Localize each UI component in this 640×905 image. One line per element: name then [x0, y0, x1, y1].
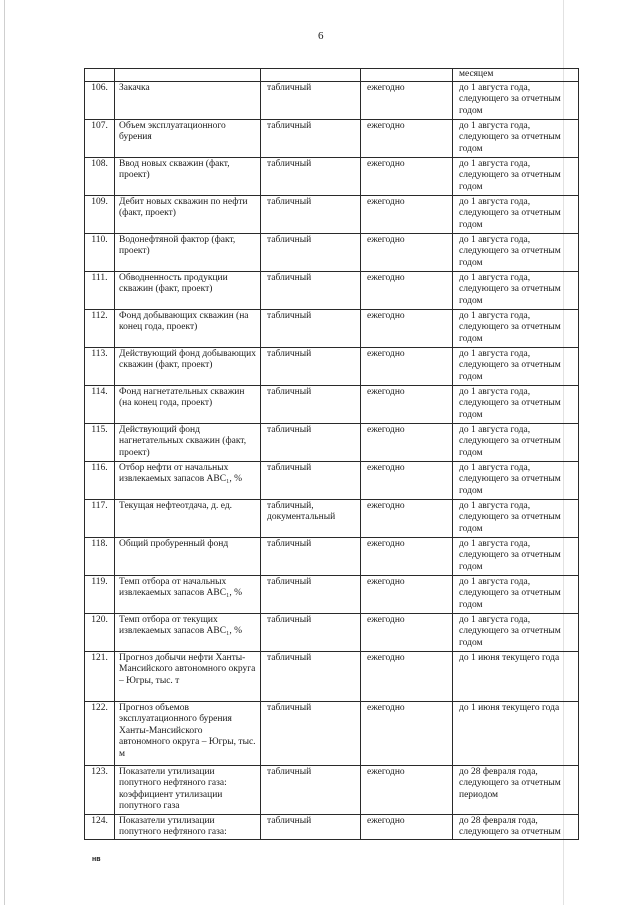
cell-type: табличный	[261, 195, 361, 233]
cell-term: месяцем	[453, 69, 579, 82]
cell-type: табличный	[261, 81, 361, 119]
table-row	[85, 765, 579, 814]
cell-num: 112.	[85, 309, 115, 347]
cell-term: до 1 августа года, следующего за отчетным годом	[453, 195, 579, 233]
cell-num: 119.	[85, 575, 115, 613]
cell-type: табличный	[261, 814, 361, 839]
continuation-row	[85, 69, 579, 82]
cell-type	[261, 69, 361, 82]
table-row	[85, 347, 579, 385]
cell-name: Водонефтяной фактор (факт, проект)	[115, 233, 261, 271]
cell-name: Закачка	[115, 81, 261, 119]
cell-type: табличный	[261, 385, 361, 423]
cell-num: 121.	[85, 651, 115, 701]
cell-num: 113.	[85, 347, 115, 385]
cell-type: табличный	[261, 765, 361, 814]
table-row	[85, 309, 579, 347]
cell-name: Ввод новых скважин (факт, проект)	[115, 157, 261, 195]
cell-num: 111.	[85, 271, 115, 309]
cell-term: до 1 августа года, следующего за отчетным годом	[453, 461, 579, 499]
cell-name: Фонд нагнетательных скважин (на конец года, проект)	[115, 385, 261, 423]
cell-freq: ежегодно	[361, 537, 453, 575]
cell-name: Прогноз добычи нефти Ханты-Мансийского автономного округа – Югры, тыс. т	[115, 651, 261, 701]
cell-num: 109.	[85, 195, 115, 233]
cell-term: до 1 августа года, следующего за отчетным годом	[453, 537, 579, 575]
indicators-table	[84, 68, 579, 840]
cell-type: табличный	[261, 537, 361, 575]
cell-term: до 1 августа года, следующего за отчетным годом	[453, 423, 579, 461]
cell-freq: ежегодно	[361, 575, 453, 613]
cell-num: 107.	[85, 119, 115, 157]
cell-freq: ежегодно	[361, 233, 453, 271]
cell-freq: ежегодно	[361, 814, 453, 839]
cell-name: Обводненность продукции скважин (факт, проект)	[115, 271, 261, 309]
cell-type: табличный, документальный	[261, 499, 361, 537]
cell-name: Показатели утилизации попутного нефтяного газа: коэффициент утилизации попутного газа	[115, 765, 261, 814]
cell-num: 106.	[85, 81, 115, 119]
cell-term: до 1 августа года, следующего за отчетным годом	[453, 347, 579, 385]
cell-name: Действующий фонд нагнетательных скважин (факт, проект)	[115, 423, 261, 461]
cell-term: до 1 августа года, следующего за отчетным годом	[453, 119, 579, 157]
cell-freq: ежегодно	[361, 613, 453, 651]
cell-freq: ежегодно	[361, 385, 453, 423]
table-row	[85, 814, 579, 839]
scan-edge-line	[4, 0, 5, 905]
cell-type: табличный	[261, 701, 361, 765]
cell-name: Отбор нефти от начальных извлекаемых запасов АВС₁, %	[115, 461, 261, 499]
cell-type: табличный	[261, 233, 361, 271]
table-row	[85, 271, 579, 309]
cell-name: Фонд добывающих скважин (на конец года, проект)	[115, 309, 261, 347]
cell-name: Дебит новых скважин по нефти (факт, проект)	[115, 195, 261, 233]
cell-freq: ежегодно	[361, 765, 453, 814]
table-row	[85, 119, 579, 157]
table-body	[85, 69, 579, 840]
cell-num: 108.	[85, 157, 115, 195]
cell-name: Действующий фонд добывающих скважин (факт, проект)	[115, 347, 261, 385]
cell-num: 122.	[85, 701, 115, 765]
cell-freq: ежегодно	[361, 347, 453, 385]
page-number: 6	[318, 30, 324, 42]
cell-type: табличный	[261, 271, 361, 309]
cell-name: Объем эксплуатационного бурения	[115, 119, 261, 157]
cell-name	[115, 69, 261, 82]
cell-num: 117.	[85, 499, 115, 537]
table-row	[85, 195, 579, 233]
cell-name: Прогноз объемов эксплуатационного бурения Ханты-Мансийского автономного округа – Югры, тыс. м	[115, 701, 261, 765]
cell-term: до 28 февраля года, следующего за отчетным	[453, 814, 579, 839]
cell-term: до 1 августа года, следующего за отчетным годом	[453, 499, 579, 537]
cell-type: табличный	[261, 651, 361, 701]
cell-type: табличный	[261, 119, 361, 157]
cell-term: до 1 августа года, следующего за отчетным годом	[453, 233, 579, 271]
table-row	[85, 461, 579, 499]
cell-type: табличный	[261, 613, 361, 651]
cell-term: до 1 августа года, следующего за отчетным годом	[453, 613, 579, 651]
cell-freq: ежегодно	[361, 461, 453, 499]
cell-num: 124.	[85, 814, 115, 839]
footer-mark: нв	[92, 856, 101, 863]
table-row	[85, 385, 579, 423]
cell-term: до 1 июня текущего года	[453, 701, 579, 765]
cell-term: до 1 августа года, следующего за отчетным годом	[453, 385, 579, 423]
cell-type: табличный	[261, 309, 361, 347]
cell-term: до 28 февраля года, следующего за отчетным периодом	[453, 765, 579, 814]
cell-freq: ежегодно	[361, 271, 453, 309]
cell-term: до 1 августа года, следующего за отчетным годом	[453, 157, 579, 195]
table-row	[85, 157, 579, 195]
cell-num	[85, 69, 115, 82]
cell-freq: ежегодно	[361, 309, 453, 347]
cell-type: табличный	[261, 423, 361, 461]
table-row	[85, 701, 579, 765]
table-row	[85, 651, 579, 701]
table-row	[85, 575, 579, 613]
cell-name: Текущая нефтеотдача, д. ед.	[115, 499, 261, 537]
cell-freq: ежегодно	[361, 499, 453, 537]
cell-term: до 1 августа года, следующего за отчетным годом	[453, 271, 579, 309]
cell-freq: ежегодно	[361, 423, 453, 461]
cell-num: 110.	[85, 233, 115, 271]
cell-freq	[361, 69, 453, 82]
cell-name: Темп отбора от начальных извлекаемых запасов АВС₁, %	[115, 575, 261, 613]
cell-num: 115.	[85, 423, 115, 461]
cell-type: табличный	[261, 575, 361, 613]
cell-term: до 1 августа года, следующего за отчетным годом	[453, 81, 579, 119]
cell-freq: ежегодно	[361, 651, 453, 701]
cell-freq: ежегодно	[361, 195, 453, 233]
cell-type: табличный	[261, 157, 361, 195]
cell-term: до 1 августа года, следующего за отчетным годом	[453, 575, 579, 613]
cell-num: 123.	[85, 765, 115, 814]
cell-num: 116.	[85, 461, 115, 499]
cell-freq: ежегодно	[361, 119, 453, 157]
cell-num: 120.	[85, 613, 115, 651]
cell-term: до 1 июня текущего года	[453, 651, 579, 701]
cell-type: табличный	[261, 347, 361, 385]
cell-freq: ежегодно	[361, 157, 453, 195]
cell-freq: ежегодно	[361, 701, 453, 765]
cell-name: Показатели утилизации попутного нефтяного газа:	[115, 814, 261, 839]
table-row	[85, 613, 579, 651]
cell-type: табличный	[261, 461, 361, 499]
cell-num: 114.	[85, 385, 115, 423]
cell-num: 118.	[85, 537, 115, 575]
table-row	[85, 233, 579, 271]
cell-freq: ежегодно	[361, 81, 453, 119]
table-row	[85, 81, 579, 119]
cell-term: до 1 августа года, следующего за отчетным годом	[453, 309, 579, 347]
cell-name: Общий пробуренный фонд	[115, 537, 261, 575]
table-row	[85, 423, 579, 461]
table-row	[85, 499, 579, 537]
cell-name: Темп отбора от текущих извлекаемых запасов АВС₁, %	[115, 613, 261, 651]
table-row	[85, 537, 579, 575]
